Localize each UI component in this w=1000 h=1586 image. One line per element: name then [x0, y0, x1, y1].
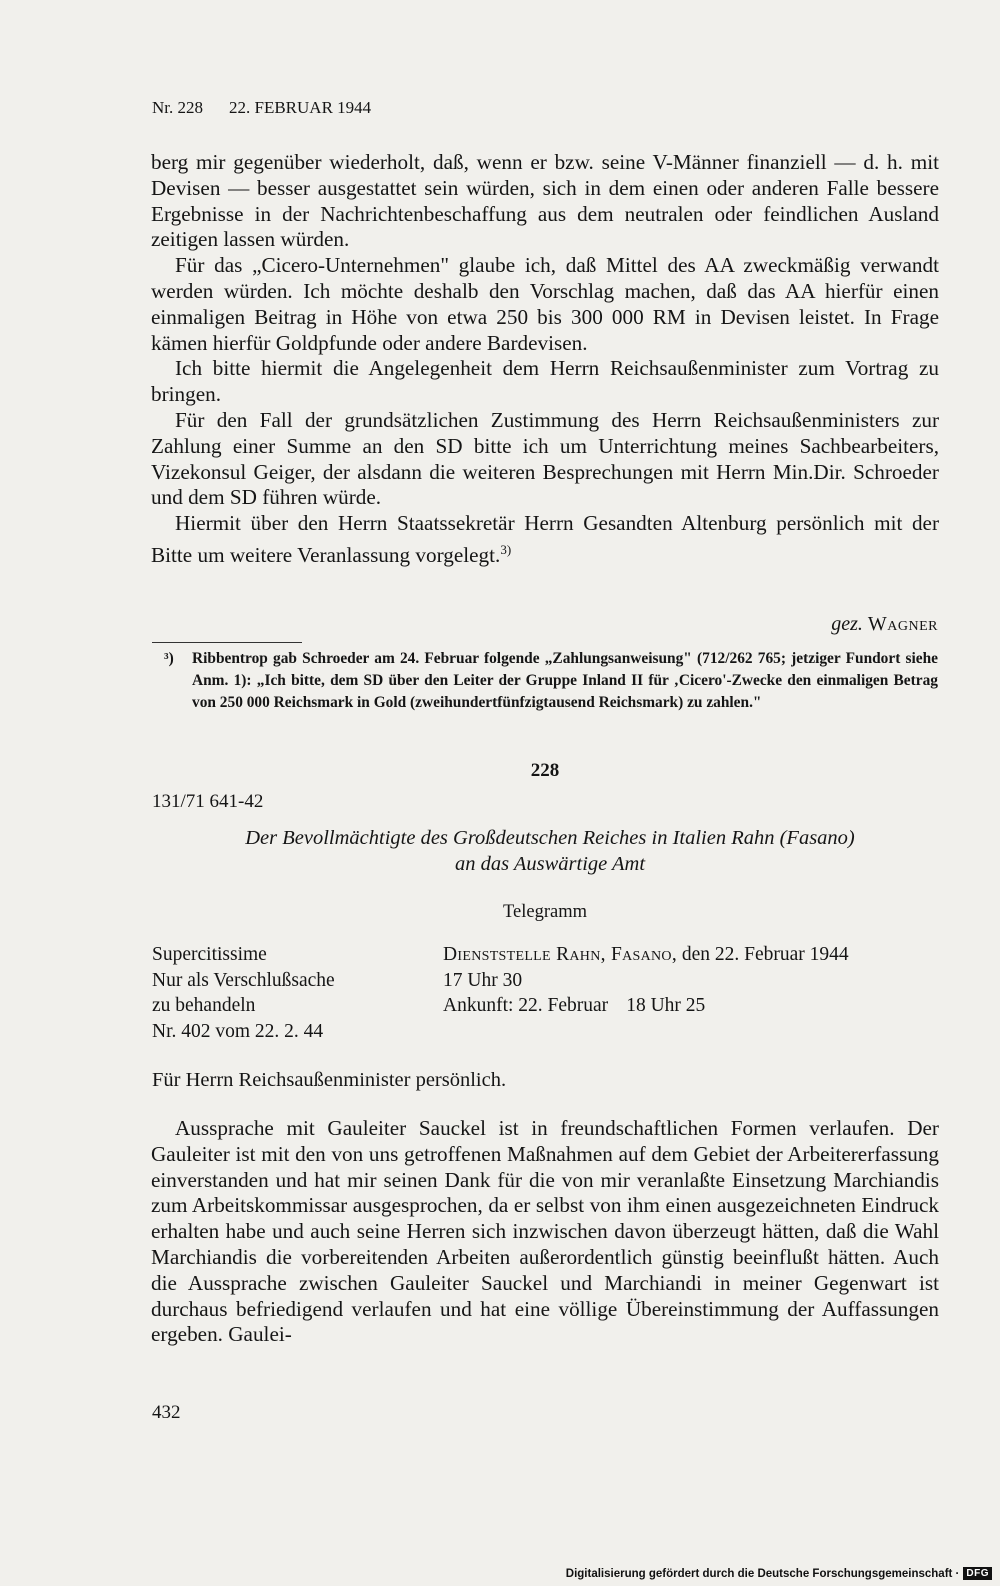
document-title — [150, 825, 950, 877]
running-header — [152, 98, 371, 118]
footer-text: Digitalisierung gefördert durch die Deutsche Forschungsgemeinschaft · — [565, 1567, 960, 1580]
arrival-label: Ankunft: 22. Februar — [443, 995, 609, 1016]
footnote-divider — [152, 642, 302, 643]
paragraph: Ich bitte hiermit die Angelegenheit dem Herrn Reichsaußenminister zum Vortrag zu bringen. — [151, 356, 939, 407]
footnote — [152, 648, 938, 714]
document-type: Telegramm — [503, 902, 587, 922]
origin-line — [443, 942, 849, 968]
footnote-reference: 3) — [500, 541, 512, 557]
office-name: Dienststelle Rahn, Fasano, — [443, 944, 677, 965]
classification-line: Nr. 402 vom 22. 2. 44 — [152, 1020, 324, 1042]
telegram-origin — [443, 942, 849, 1019]
continued-text — [151, 150, 939, 569]
classification-line: Nur als Verschlußsache — [152, 969, 335, 991]
footnote-mark: ³) — [164, 650, 174, 667]
paragraph: Aussprache mit Gauleiter Sauckel ist in freundschaftlichen Formen verlaufen. Der Gauleiter ist mit den von uns getroffenen Maßnahmen auf dem Gebiet der Arbeitererfassung einverstanden und hat mir seinen Dank für die von mir veranlaßte Einsetzung Marchiandis zum Arbeitskommissar ausgesprochen, da er selbst von ihm einen ausgezeichneten Eindruck erhalten habe und auch seine Herren sich inzwischen davon überzeugt hätten, daß die Wahl Marchiandis die vorbereitenden Arbeiten außerordentlich günstig beeinflußt hätten. Auch die Aussprache zwischen Gauleiter Sauckel und Marchiandi in meiner Gegenwart ist durchaus befriedigend verlaufen und hat eine völlige Übereinstimmung der Auffassungen ergeben. Gaulei- — [151, 1116, 939, 1347]
paragraph: Für den Fall der grundsätzlichen Zustimmung des Herrn Reichsaußenministers zur Zahlung einer Summe an den SD bitte ich um Unterrichtung meines Sachbearbeiters, Vizekonsul Geiger, der alsdann die weiteren Besprechungen mit Herrn Min.Dir. Schroeder und dem SD führen würde. — [151, 407, 939, 510]
signature — [831, 613, 938, 636]
classification-line: zu behandeln — [152, 995, 256, 1016]
telegram-classification — [152, 942, 335, 1044]
page-number: 432 — [152, 1402, 181, 1423]
footnote-text: Ribbentrop gab Schroeder am 24. Februar folgende „Zahlungsanweisung" (712/262 765; jetziger Fundort siehe Anm. 1): „Ich bitte, dem SD über den Leiter der Gruppe Inland II für ‚Cicero'-Zwecke den einmaligen Betrag von 250 000 Reichsmark in Gold (zweihundertfünfzigtausend Reichsmark) zu zahlen." — [192, 650, 938, 711]
title-line: Der Bevollmächtigte des Großdeutschen Reiches in Italien Rahn (Fasano) — [245, 827, 855, 849]
header-doc-ref: Nr. 228 — [152, 98, 203, 117]
digitization-footer — [566, 1567, 992, 1580]
paragraph — [151, 511, 939, 569]
dfg-logo: DFG — [963, 1567, 992, 1580]
title-line: an das Auswärtige Amt — [454, 853, 646, 875]
arrival-line — [443, 993, 849, 1019]
send-date: den 22. Februar 1944 — [681, 944, 849, 965]
classification-line: Supercitissime — [152, 944, 267, 965]
arrival-time: 18 Uhr 25 — [626, 995, 706, 1016]
paragraph-text: Hiermit über den Herrn Staatssekretär Herrn Gesandten Altenburg persönlich mit der Bitte um weitere Veranlassung vorgelegt. — [151, 511, 939, 568]
signature-prefix: gez. — [831, 613, 863, 635]
header-date: 22. FEBRUAR 1944 — [229, 98, 372, 117]
signature-name: Wagner — [867, 613, 938, 635]
paragraph: berg mir gegenüber wiederholt, daß, wenn er bzw. seine V-Männer finanziell — d. h. mit Devisen — besser ausgestattet sein würden, sich in dem einen oder anderen Falle bessere Ergebnisse in der Nachrichtenbeschaffung aus dem neutralen oder feindlichen Ausland zeitigen lassen würden. — [151, 150, 939, 252]
paragraph: Für das „Cicero-Unternehmen" glaube ich, daß Mittel des AA zweckmäßig verwandt werden würden. Ich möchte deshalb den Vorschlag machen, daß das AA hierfür einen einmaligen Beitrag in Höhe von etwa 250 bis 300 000 RM in Devisen leistet. In Frage kämen hierfür Goldpfunde oder andere Bardevisen. — [151, 253, 939, 355]
telegram-body — [151, 1116, 939, 1348]
addressee: Für Herrn Reichsaußenminister persönlich. — [152, 1069, 507, 1091]
archive-reference: 131/71 641-42 — [152, 791, 264, 812]
send-time: 17 Uhr 30 — [443, 969, 523, 991]
document-number: 228 — [530, 760, 560, 781]
